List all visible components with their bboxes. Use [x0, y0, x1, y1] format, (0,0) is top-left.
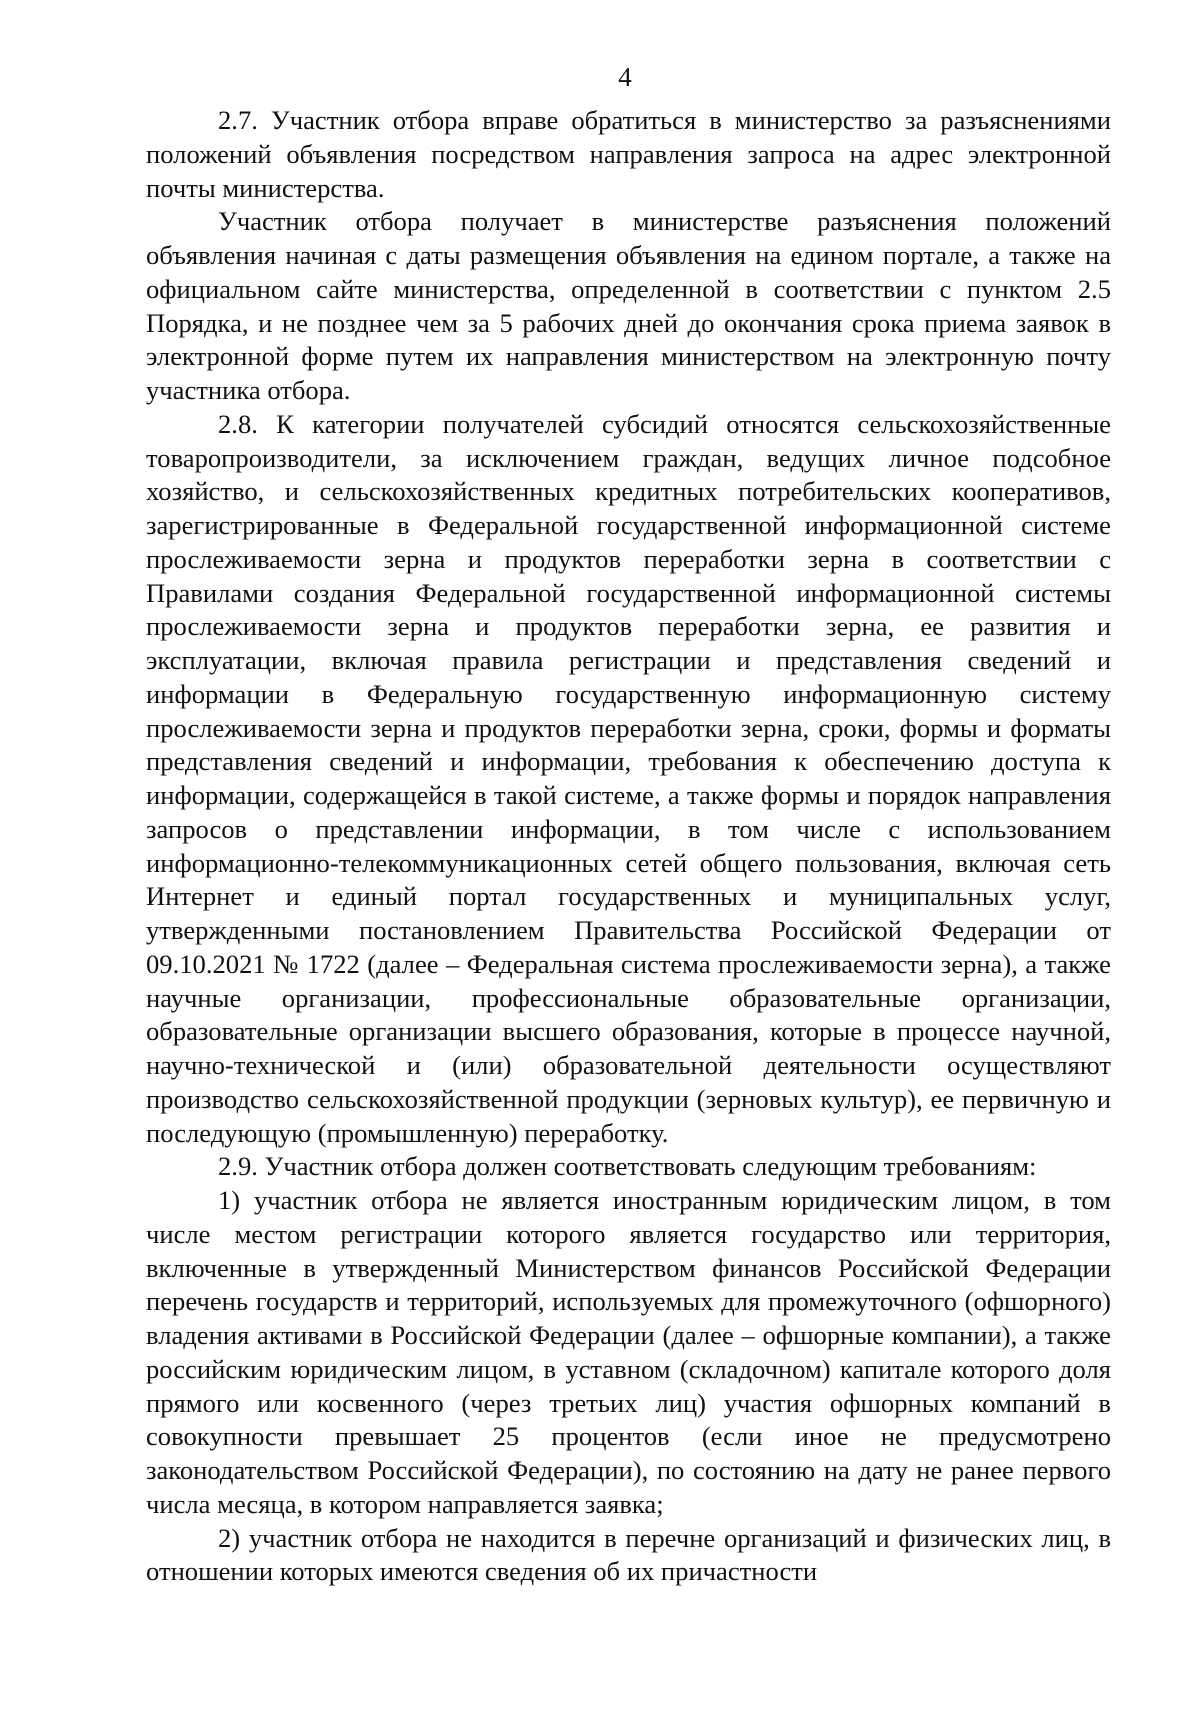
- paragraph-clarification-terms: Участник отбора получает в министерстве разъяснения положений объявления начиная с даты размещения объявления на едином портале, а также на официальном сайте министерства, определенной в соответствии с пунктом 2.5 Порядка, и не позднее чем за 5 рабочих дней до окончания срока приема заявок в электронной форме путем их направления министерством на электронную почту участника отбора.: [146, 206, 1111, 405]
- paragraph-2-8: 2.8. К категории получателей субсидий относятся сельскохозяйственные товаропроизводители, за исключением граждан, ведущих личное подсобное хозяйство, и сельскохозяйственных кредитных потребительских кооперативов, зарегистрированные в Федеральной государственной информационной системе прослеживаемости зерна и продуктов переработки зерна в соответствии с Правилами создания Федеральной государственной информационной системы прослеживаемости зерна и продуктов переработки зерна, ее развития и эксплуатации, включая правила регистрации и представления сведений и информации в Федеральную государственную информационную систему прослеживаемости зерна и продуктов переработки зерна, сроки, формы и форматы представления сведений и информации, требования к обеспечению доступа к информации, содержащейся в такой системе, а также формы и порядок направления запросов о представлении информации, в том числе с использованием информационно-телекоммуникационных сетей общего пользования, включая сеть Интернет и единый портал государственных и муниципальных услуг, утвержденными постановлением Правительства Российской Федерации от 09.10.2021 № 1722 (далее – Федеральная система прослеживаемости зерна), а также научные организации, профессиональные образовательные организации, образовательные организации высшего образования, которые в процессе научной, научно-технической и (или) образовательной деятельности осуществляют производство сельскохозяйственной продукции (зерновых культур), ее первичную и последующую (промышленную) переработку.: [146, 408, 1111, 1148]
- document-body: [146, 104, 1111, 1589]
- page-number: 4: [618, 62, 632, 92]
- paragraph-2-7: 2.7. Участник отбора вправе обратиться в министерство за разъяснениями положений объявления посредством направления запроса на адрес электронной почты министерства.: [146, 105, 1111, 203]
- paragraph-requirement-1: 1) участник отбора не является иностранным юридическим лицом, в том числе местом регистрации которого является государство или территория, включенные в утвержденный Министерством финансов Российской Федерации перечень государств и территорий, используемых для промежуточного (офшорного) владения активами в Российской Федерации (далее – офшорные компании), а также российским юридическим лицом, в уставном (складочном) капитале которого доля прямого или косвенного (через третьих лиц) участия офшорных компаний в совокупности превышает 25 процентов (если иное не предусмотрено законодательством Российской Федерации), по состоянию на дату не ранее первого числа месяца, в котором направляется заявка;: [146, 1185, 1111, 1519]
- paragraph-2-9: 2.9. Участник отбора должен соответствовать следующим требованиям:: [218, 1151, 1037, 1182]
- paragraph-requirement-2: 2) участник отбора не находится в перечне организаций и физических лиц, в отношении которых имеются сведения об их причастности: [146, 1522, 1111, 1587]
